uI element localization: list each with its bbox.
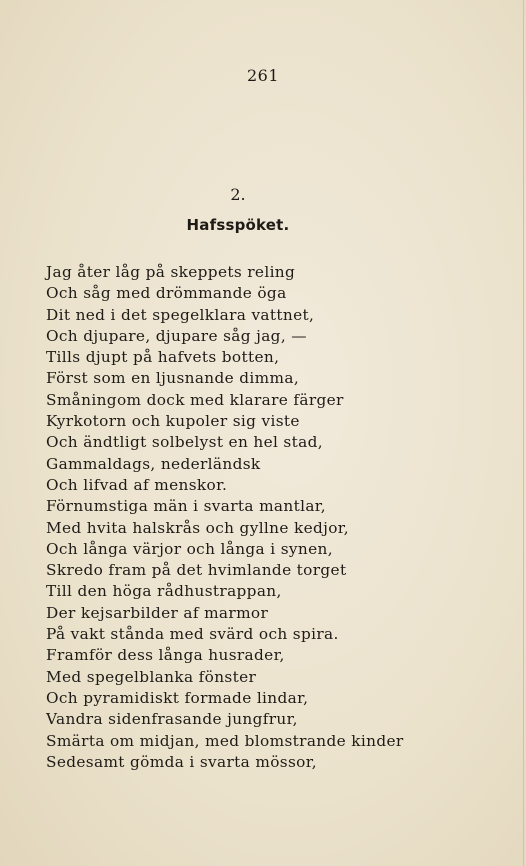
poem-line: Småningom dock med klarare färger bbox=[46, 390, 344, 409]
page-number: 261 bbox=[246, 66, 280, 85]
poem-line: Kyrkotorn och kupoler sig viste bbox=[46, 412, 300, 431]
poem-line: Och lifvad af menskor. bbox=[46, 475, 228, 494]
poem-line: Smärta om midjan, med blomstrande kinder bbox=[46, 731, 404, 750]
poem-line: Och långa värjor och långa i synen, bbox=[46, 539, 333, 558]
poem-line: Tills djupt på hafvets botten, bbox=[46, 348, 280, 367]
section-title: Hafsspöket. bbox=[186, 216, 290, 234]
poem-line: Framför dess långa husrader, bbox=[46, 646, 285, 665]
poem-line: Vandra sidenfrasande jungfrur, bbox=[46, 710, 298, 729]
poem-line: Gammaldags, nederländsk bbox=[46, 454, 261, 473]
poem-line: På vakt stånda med svärd och spira. bbox=[46, 625, 339, 644]
poem-line: Och såg med drömmande öga bbox=[46, 284, 287, 303]
poem-line: Och pyramidiskt formade lindar, bbox=[46, 688, 309, 707]
poem-line: Förnumstiga män i svarta mantlar, bbox=[46, 497, 326, 516]
poem-line: Der kejsarbilder af marmor bbox=[46, 603, 269, 622]
poem-line: Med hvita halskrås och gyllne kedjor, bbox=[46, 518, 350, 537]
poem-line: Sedesamt gömda i svarta mössor, bbox=[46, 752, 317, 771]
poem-line: Först som en ljusnande dimma, bbox=[46, 369, 300, 388]
poem-line: Dit ned i det spegelklara vattnet, bbox=[46, 305, 315, 324]
poem-line: Till den höga rådhustrappan, bbox=[46, 582, 282, 601]
poem-line: Och ändtligt solbelyst en hel stad, bbox=[46, 433, 323, 452]
poem-line: Med spegelblanka fönster bbox=[46, 667, 257, 686]
poem-line: Och djupare, djupare såg jag, — bbox=[46, 326, 307, 345]
poem-text bbox=[46, 262, 404, 773]
section-number: 2. bbox=[230, 185, 246, 204]
poem-line: Skredo fram på det hvimlande torget bbox=[46, 561, 347, 580]
page-edge bbox=[523, 0, 524, 866]
poem-line: Jag åter låg på skeppets reling bbox=[46, 263, 296, 281]
